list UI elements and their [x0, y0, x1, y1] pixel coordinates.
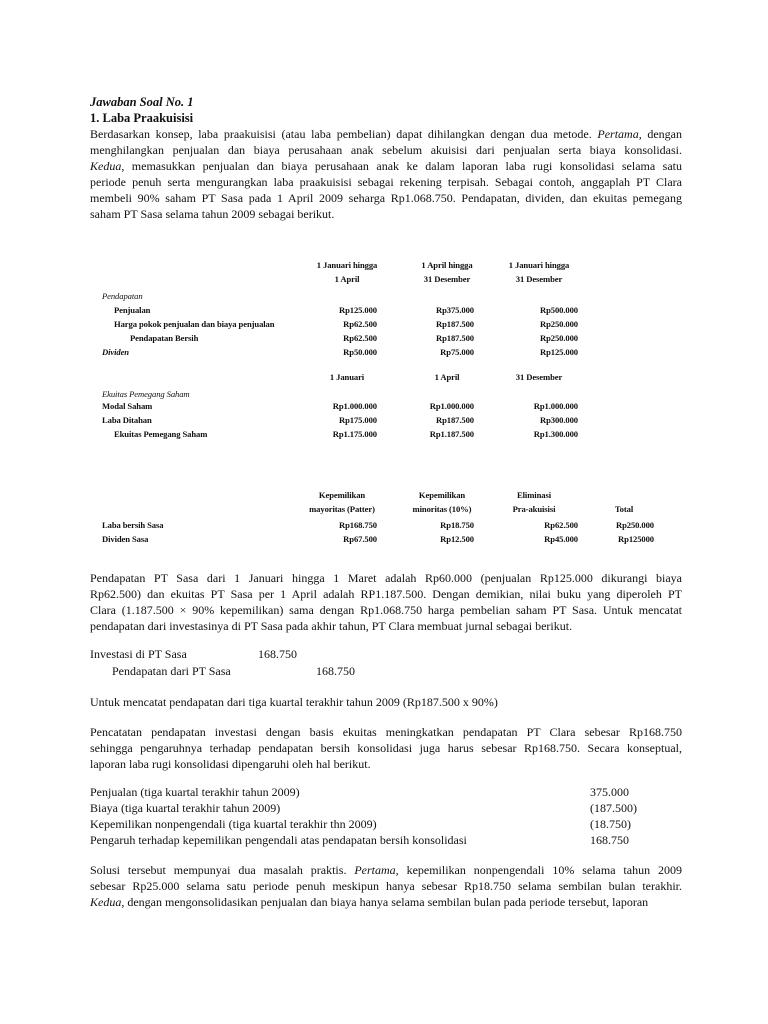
row-label: Harga pokok penjualan dan biaya penjualan: [114, 319, 275, 329]
journal-account: Investasi di PT Sasa: [90, 647, 187, 661]
journal-debit: 168.750: [258, 647, 297, 661]
row-label: Dividen: [102, 347, 129, 357]
intro-line: menghilangkan penjualan dan biaya perusahaan anak sebelum akuisisi dari penjualan serta biaya konsolidasi.: [90, 143, 682, 157]
para4-line: Pencatatan pendapatan investasi dengan basis ekuitas meningkatkan pendapatan PT Clara sebesar Rp168.750: [90, 725, 682, 739]
table-value: Rp125.000: [338, 305, 377, 315]
journal-account: Pendapatan dari PT Sasa: [112, 664, 231, 678]
summary-row: [90, 784, 650, 800]
table-value: Rp45.000: [544, 534, 578, 544]
para5-line: Solusi tersebut mempunyai dua masalah praktis. Pertama, kepemilikan nonpengendali 10% selama tahun 2009: [90, 863, 682, 877]
paragraph-3: Untuk mencatat pendapatan dari tiga kuartal terakhir tahun 2009 (Rp187.500 x 90%): [90, 695, 498, 709]
table-value: Rp1.300.000: [533, 429, 578, 439]
column-header: Kepemilikan minoritas (10%): [412, 490, 472, 514]
summary-row: [90, 832, 650, 848]
table-value: Rp1.000.000: [332, 401, 377, 411]
column-header: Total: [614, 504, 634, 514]
table-value: Rp1.000.000: [533, 401, 578, 411]
table-value: Rp62.500: [544, 520, 578, 530]
para5-line: Kedua, dengan mengonsolidasikan penjualan dan biaya hanya selama sembilan bulan pada periode tersebut, laporan: [90, 895, 649, 909]
table-value: Rp187.500: [435, 319, 474, 329]
summary-label: Biaya (tiga kuartal terakhir tahun 2009): [90, 801, 281, 815]
row-label: Laba Ditahan: [102, 415, 152, 425]
column-header: 1 Januari hingga 1 April: [316, 260, 378, 284]
table-value: Rp250.000: [539, 319, 578, 329]
summary-label: Pengaruh terhadap kepemilikan pengendali atas pendapatan bersih konsolidasi: [90, 833, 467, 847]
table-value: Rp18.750: [440, 520, 474, 530]
table-value: Rp250.000: [615, 520, 654, 530]
row-label: Dividen Sasa: [102, 534, 149, 544]
table-value: Rp1.175.000: [332, 429, 377, 439]
summary-list: [90, 784, 650, 848]
intro-line: Kedua, memasukkan penjualan dan biaya perusahaan anak ke dalam laporan laba rugi konsolidasi selama satu: [90, 159, 682, 173]
journal-entry: [90, 646, 650, 680]
column-header: Kepemilikan mayoritas (Patter): [309, 490, 375, 514]
table-value: Rp187.500: [435, 333, 474, 343]
table-value: Rp1.000.000: [429, 401, 474, 411]
table-value: Rp375.000: [435, 305, 474, 315]
heading: [90, 94, 682, 126]
row-label: Modal Saham: [102, 401, 153, 411]
table-value: Rp67.500: [343, 534, 377, 544]
table-value: Rp50.000: [343, 347, 377, 357]
column-header: 1 Januari: [329, 372, 365, 382]
intro-line: membeli 90% saham PT Sasa pada 1 April 2009 seharga Rp1.068.750. Pendapatan, dividen, dan ekuitas pemegang: [90, 191, 682, 205]
paragraph-5: [90, 862, 682, 910]
paragraph-4: [90, 724, 682, 772]
table-value: Rp62.500: [343, 333, 377, 343]
row-label: Penjualan: [114, 305, 151, 315]
summary-value: 375.000: [590, 785, 629, 799]
allocation-table: [102, 488, 662, 548]
summary-value: (18.750): [590, 817, 631, 831]
column-header: Eliminasi Pra-akuisisi: [512, 490, 556, 514]
table-value: Rp75.000: [440, 347, 474, 357]
answer-title: Jawaban Soal No. 1: [90, 95, 194, 109]
intro-line: Berdasarkan konsep, laba praakuisisi (atau laba pembelian) dapat dihilangkan dengan dua metode. Pertama, dengan: [90, 127, 683, 141]
table-value: Rp175.000: [338, 415, 377, 425]
summary-label: Penjualan (tiga kuartal terakhir tahun 2009): [90, 785, 300, 799]
summary-row: [90, 816, 650, 832]
column-header: 1 April: [434, 372, 460, 382]
para2-line: Clara (1.187.500 × 90% kepemilikan) sama dengan Rp1.068.750 harga pembelian saham PT Sasa. Untuk mencatat: [90, 603, 682, 617]
column-header: 1 April hingga 31 Desember: [421, 260, 473, 284]
income-table: [102, 258, 602, 448]
summary-row: [90, 800, 650, 816]
table-value: Rp168.750: [338, 520, 377, 530]
summary-label: Kepemilikan nonpengendali (tiga kuartal terakhir thn 2009): [90, 817, 377, 831]
para5-line: sebesar Rp25.000 selama satu periode penuh meskipun hanya sebesar Rp18.750 selama sembilan bulan terakhir.: [90, 879, 682, 893]
intro-line: periode penuh serta mengurangkan laba praakuisisi sebagai rekening terpisah. Sebagai contoh, anggaplah PT Clara: [90, 175, 682, 189]
summary-value: 168.750: [590, 833, 629, 847]
table-value: Rp125.000: [539, 347, 578, 357]
table-value: Rp1.187.500: [429, 429, 474, 439]
intro-paragraph: [90, 126, 682, 222]
table-value: Rp187.500: [435, 415, 474, 425]
row-label: Laba bersih Sasa: [102, 520, 164, 530]
para2-line: pendapatan dari investasinya di PT Sasa pada akhir tahun, PT Clara membuat jurnal sebagai berikut.: [90, 619, 573, 633]
table-value: Rp125000: [618, 534, 654, 544]
table-value: Rp62.500: [343, 319, 377, 329]
paragraph-2: [90, 570, 682, 634]
summary-value: (187.500): [590, 801, 637, 815]
para4-line: sehingga pengaruhnya terhadap pendapatan bersih konsolidasi juga harus sebesar Rp168.750. Secara konseptual,: [90, 741, 682, 755]
column-header: 31 Desember: [515, 372, 563, 382]
row-label: Pendapatan Bersih: [130, 333, 199, 343]
para4-line: laporan laba rugi konsolidasi dipengaruhi oleh hal berikut.: [90, 757, 371, 771]
section-label: Ekuitas Pemegang Saham: [102, 389, 190, 399]
column-header: 1 Januari hingga 31 Desember: [508, 260, 570, 284]
intro-line: saham PT Sasa selama tahun 2009 sebagai berikut.: [90, 207, 335, 221]
section-label: Pendapatan: [102, 291, 143, 301]
table-value: Rp12.500: [440, 534, 474, 544]
para2-line: Pendapatan PT Sasa dari 1 Januari hingga 1 Maret adalah Rp60.000 (penjualan Rp125.000 dikurangi biaya: [90, 571, 682, 585]
row-label: Ekuitas Pemegang Saham: [114, 429, 208, 439]
table-value: Rp500.000: [539, 305, 578, 315]
section-title: 1. Laba Praakuisisi: [90, 111, 194, 125]
table-value: Rp250.000: [539, 333, 578, 343]
table-value: Rp300.000: [539, 415, 578, 425]
para2-line: Rp62.500) dan ekuitas PT Sasa per 1 April adalah RP1.187.500. Dengan demikian, nilai buku yang diperoleh PT: [90, 587, 682, 601]
journal-credit: 168.750: [316, 664, 355, 678]
